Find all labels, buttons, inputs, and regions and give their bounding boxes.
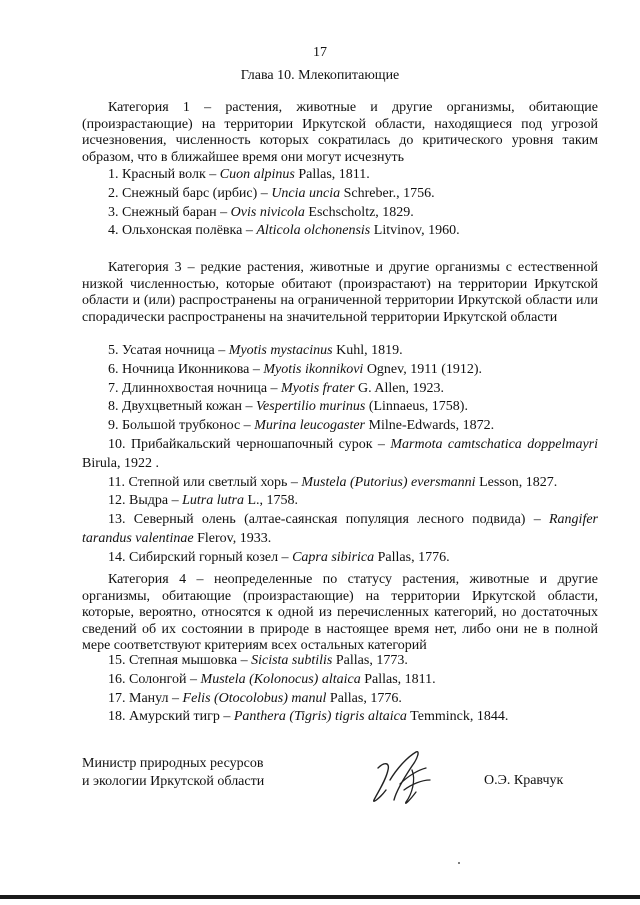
list-item: 4. Ольхонская полёвка – Alticola olchonensis Litvinov, 1960.: [108, 223, 460, 239]
chapter-title: Глава 10. Млекопитающие: [240, 68, 400, 83]
signatory-name: О.Э. Кравчук: [484, 773, 564, 788]
signatory-title-line-2: и экологии Иркутской области: [82, 774, 265, 789]
category-3-description: Категория 3 – редкие растения, животные и другие организмы с естественной низкой численностью, которые обитают (произрастают) на территории Иркутской области и (или) распространены на ограниченной территории Иркутской области или спорадически распространены на значительной территории Иркутской области: [82, 260, 598, 325]
list-item: 17. Манул – Felis (Otocolobus) manul Pallas, 1776.: [108, 690, 402, 706]
list-item: 10. Прибайкальский черношапочный сурок – Marmota camtschatica doppelmayri Birula, 1922 .: [82, 436, 598, 471]
scan-edge-bar: [0, 895, 640, 899]
category-3-list: [82, 342, 598, 568]
signatory-title-line-1: Министр природных ресурсов: [82, 756, 264, 771]
list-item: 3. Снежный баран – Ovis nivicola Eschscholtz, 1829.: [108, 204, 414, 220]
list-item: 9. Большой трубконос – Murina leucogaster Milne-Edwards, 1872.: [108, 418, 495, 434]
list-item: 18. Амурский тигр – Panthera (Tigris) tigris altaica Temminck, 1844.: [108, 709, 509, 725]
list-item: 2. Снежный барс (ирбис) – Uncia uncia Schreber., 1756.: [108, 185, 435, 201]
list-item: 13. Северный олень (алтае-саянская популяция лесного подвида) – Rangifer tarandus valentinae Flerov, 1933.: [82, 512, 598, 546]
category-4-list: [82, 652, 598, 727]
list-item: 5. Усатая ночница – Myotis mystacinus Kuhl, 1819.: [108, 343, 403, 358]
category-1-list: [82, 166, 598, 241]
list-item: 15. Степная мышовка – Sicista subtilis Pallas, 1773.: [108, 653, 408, 668]
handwritten-signature: [360, 740, 440, 810]
list-item: 12. Выдра – Lutra lutra L., 1758.: [108, 493, 299, 509]
signatory-title: [82, 755, 264, 791]
list-item: 14. Сибирский горный козел – Capra sibirica Pallas, 1776.: [108, 549, 450, 565]
list-item: 8. Двухцветный кожан – Vespertilio murinus (Linnaeus, 1758).: [108, 399, 468, 415]
list-item: 6. Ночница Иконникова – Myotis ikonnikovi Ognev, 1911 (1912).: [108, 361, 483, 377]
list-item: 16. Солонгой – Mustela (Kolonocus) altaica Pallas, 1811.: [108, 671, 436, 687]
list-item: 7. Длиннохвостая ночница – Myotis frater G. Allen, 1923.: [108, 380, 444, 396]
list-item: 11. Степной или светлый хорь – Mustela (Putorius) eversmanni Lesson, 1827.: [108, 474, 558, 490]
category-4-description: Категория 4 – неопределенные по статусу растения, животные и другие организмы, обитающие (произрастающие) на территории Иркутской области, которые, вероятно, относятся к одной из перечисленных категорий, но достаточных сведений об их состоянии в природе в настоящее время нет, либо они не в полной мере соответствуют критериям всех остальных категорий: [82, 572, 598, 654]
page-number: 17: [313, 45, 327, 60]
list-item: 1. Красный волк – Cuon alpinus Pallas, 1811.: [108, 167, 370, 182]
category-1-description: Категория 1 – растения, животные и другие организмы, обитающие (произрастающие) на территории Иркутской области, находящиеся под угрозой исчезновения, численность которых сократилась до критического уровня таким образом, что в ближайшее время они могут исчезнуть: [82, 100, 598, 165]
scan-speck: [458, 862, 460, 864]
